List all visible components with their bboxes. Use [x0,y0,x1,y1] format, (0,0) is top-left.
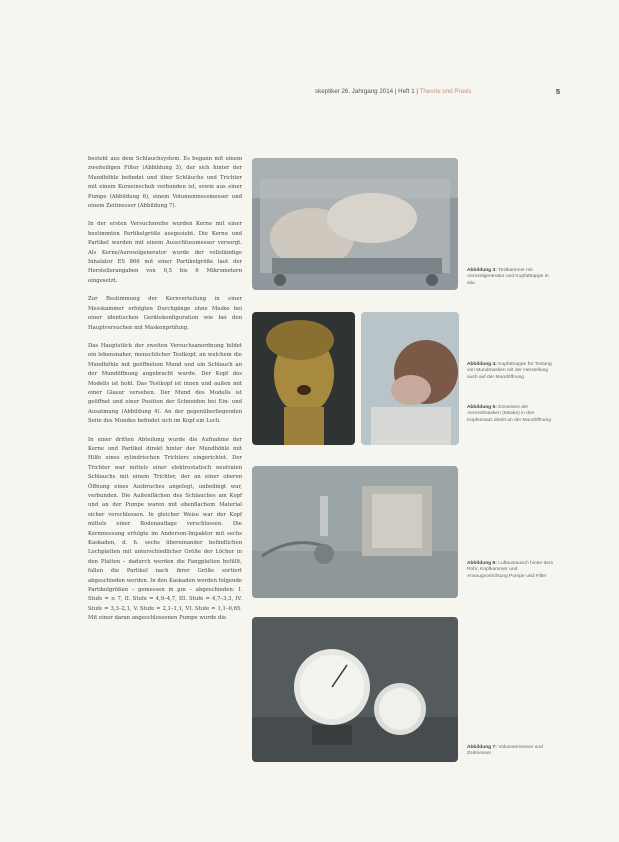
figure-caption [467,405,557,424]
figure-caption [467,561,557,580]
figure-mask-insertion-photo [361,312,459,445]
paragraph: Das Hauptstück der zweiten Versuchsanordnung bildet ein lebensnaher, menschlicher Testkopf, an welchem die Mundhöhle mit geöffnetem Mund und ein Schlauch an der Mundöffnung angebracht wurde. Der Kopf des Modells ist hohl. Das Testkopf ist innen und außen mit einer Glasur versehen. Der Mund des Modells ist geöffnet und einer Position der Schneiden bei Ein- und Ausatmung (Abbildung 4). An der gegenüberliegenden Seite des Mundes befindet sich im Kopf ein Loch. [88,342,242,425]
caption-label: Abbildung 5: [467,405,497,410]
figure-caption [467,362,557,381]
caption-text: Testkammer mit Aerosolgenerator und Kopfattrappe in situ [467,268,549,286]
caption-text: Einsetzen der Aerosolmasken (Maske) in den Kopfeinsatz direkt an der Mundöffnung [467,405,551,423]
caption-text: Kopfattrappe für Testung von Mundmasken mit der Herstellung auch auf der Mundöffnung [467,362,552,380]
page-number: 5 [555,87,560,96]
caption-text: Volumenmesser und Zeitmesser [467,745,543,757]
paragraph: In einer dritten Abteilung wurde die Aufnahme der Kerne und Partikel direkt hinter der Mundhöhle mit Hilfe eines zylindrischen Trichters eingerichtet. Der Trichter war mittels einer elektrostatisch neutralen Schlauchs mit einem Trichter, der an einer oberen Öffnung eines Ausbruches angelegt, unbedingt war, verbunden. Die Außenflächen des Schlauches am Kopf und an der Pumpe waren mit ebenflachem Material sicher verschlossen. In gleicher Weise war der Kopf mittels einer Bodenauflage verschlossen. Die Kernmessung erfolgte im Anderson-Impaktor mit sechs Kaskaden, d. h. sechs übereinander befindlichen Lochplatten mit unterschiedlicher Größe der Löcher in den Platten – dadurch werden die Fangplatten befüllt, fallen die Partikel nach ihrer Größe sortiert abgeschieden werden. In den Kaskaden werden folgende Partikelgrößen – gemessen in µm – abgeschieden: I. Stufe = ≥ 7, II. Stufe = 4,9–4,7, III. Stufe = 4,7–3,3, IV. Stufe = 3,3–2,1, V. Stufe = 2,1–1,1, VI. Stufe = 1,1–0,65. Mit einer daran angeschlossenen Pumpe wurde die [88,436,242,622]
body-text-column [88,155,242,633]
caption-text: Luftaustausch hinter dem Rohr, Kopfkammer und Ansaugvorrichtung Pumpe und Filter [467,561,554,579]
caption-label: Abbildung 3: [467,268,497,273]
figure-test-chamber-photo [252,158,458,290]
paragraph: besteht aus dem Schlauchsystem. Es begann mit einem zweiteiligen Filter (Abbildung 3), der sich hinter der Mundhöhle befindet und über Schläuche und Trichter mit einem Kurzeinschub verbunden ist, sowie aus einer Pumpe (Abbildung 6), einem Volumenmessmesser und einem Zeitmesser (Abbildung 7). [88,156,242,210]
journal-info: skeptiker 26. Jahrgang 2014 | Heft 1 | [315,88,418,95]
figure-head-model-photo [252,312,355,445]
running-header [315,88,560,95]
paragraph: Zur Bestimmung der Kernverteilung in einer Messkammer erfolgten Durchgänge ohne Maske bei einer identischen Gerätekonfiguration wie bei den Hauptversuchen mit Maskenprüfung. [88,296,242,331]
caption-label: Abbildung 4: [467,362,497,367]
figure-gauges-photo [252,617,458,762]
paragraph: In der ersten Versuchsreihe wurden Kerne mit einer bestimmten Partikelgröße ausgesiebt. Die Kerne und Partikel wurden mit einem Ausschlussmesser versorgt. Als Kerne/Aerosolgenerator wurde der vollständige Inhalator ES 866 mit einer Partikelgröße laut der Herstellerangaben von 0,5 bis 6 Mikrometern eingesetzt. [88,221,242,284]
figure-pump-filter-photo [252,466,458,598]
section-name: Theorie und Praxis [419,88,472,95]
caption-label: Abbildung 7: [467,745,497,750]
figure-caption [467,268,557,287]
caption-label: Abbildung 6: [467,561,497,566]
figure-caption [467,745,557,758]
